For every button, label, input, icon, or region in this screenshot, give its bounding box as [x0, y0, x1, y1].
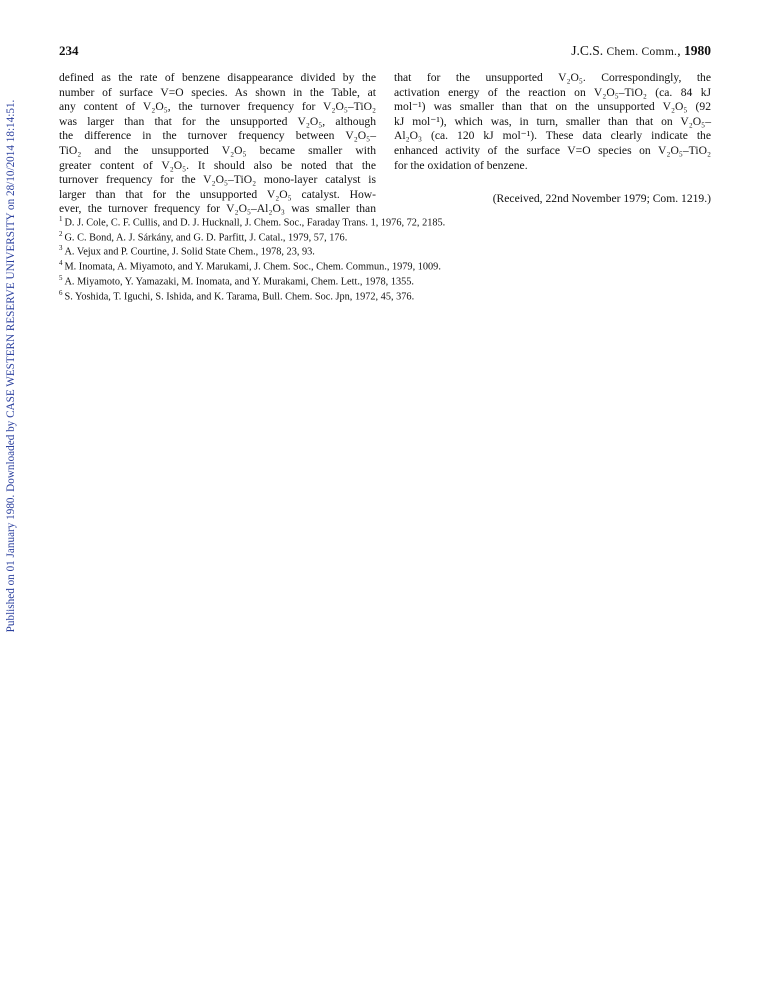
reference-number: 2	[59, 229, 63, 238]
body-line: number of surface V=O species. As shown in the Table, at	[59, 85, 376, 99]
body-line: was larger than that for the unsupported V₂O₅, although	[59, 114, 376, 128]
journal-prefix: J.C.S.	[571, 43, 607, 58]
journal-name: Chem. Comm.	[606, 46, 678, 58]
reference-text: G. C. Bond, A. J. Sárkány, and G. D. Parfitt, J. Catal., 1979, 57, 176.	[64, 232, 348, 244]
body-line: TiO₂ and the unsupported V₂O₅ became smaller with	[59, 143, 376, 157]
journal-year: 1980	[684, 43, 711, 58]
body-line: that for the unsupported V₂O₅. Correspondingly, the	[394, 71, 711, 84]
body-line: ever, the turnover frequency for V₂O₅–Al₂O₃ was smaller than	[59, 202, 376, 216]
reference-number: 4	[59, 259, 63, 268]
reference-text: A. Vejux and P. Courtine, J. Solid State Chem., 1978, 23, 93.	[64, 246, 315, 258]
body-line: activation energy of the reaction on V₂O₅–TiO₂ (ca. 84 kJ	[394, 85, 711, 99]
body-line: larger than that for the unsupported V₂O₅ catalyst. How-	[59, 187, 376, 201]
reference-number: 5	[59, 273, 63, 282]
body-line: enhanced activity of the surface V=O species on V₂O₅–TiO₂	[394, 143, 711, 157]
reference-item	[59, 214, 445, 229]
left-column	[59, 71, 376, 217]
reference-number: 6	[59, 288, 63, 297]
body-line: greater content of V₂O₅. It should also be noted that the	[59, 158, 376, 172]
reference-number: 3	[59, 244, 63, 253]
body-line: mol⁻¹) was smaller than that on the unsupported V₂O₅ (92	[394, 100, 711, 114]
reference-item	[59, 273, 445, 288]
reference-text: D. J. Cole, C. F. Cullis, and D. J. Hucknall, J. Chem. Soc., Faraday Trans. 1, 1976, 72, 2185.	[64, 217, 446, 229]
download-watermark	[0, 0, 22, 1008]
body-line: turnover frequency for the V₂O₅–TiO₂ mono-layer catalyst is	[59, 173, 376, 187]
page-number: 234	[59, 43, 79, 58]
reference-text: S. Yoshida, T. Iguchi, S. Ishida, and K. Tarama, Bull. Chem. Soc. Jpn, 1972, 45, 376.	[64, 291, 415, 303]
body-line: Al₂O₃ (ca. 120 kJ mol⁻¹). These data clearly indicate the	[394, 129, 711, 143]
reference-item	[59, 229, 445, 244]
reference-list	[59, 214, 445, 302]
reference-number: 1	[59, 215, 63, 223]
received-date: (Received, 22nd November 1979; Com. 1219.)	[492, 192, 711, 205]
reference-text: M. Inomata, A. Miyamoto, and Y. Marukami, J. Chem. Soc., Chem. Commun., 1979, 1009.	[64, 261, 441, 273]
body-line: any content of V₂O₅, the turnover frequency for V₂O₅–TiO₂	[59, 100, 376, 114]
reference-item	[59, 243, 445, 258]
download-watermark-text: Published on 01 January 1980. Downloaded by CASE WESTERN RESERVE UNIVERSITY on 28/10/2014 18:14:51.	[5, 99, 17, 633]
reference-item	[59, 288, 445, 303]
body-line: kJ mol⁻¹), which was, in turn, smaller than that on V₂O₅–	[394, 114, 711, 128]
journal-header: J.C.S. Chem. Comm., 1980	[571, 43, 711, 58]
body-line: the difference in the turnover frequency between V₂O₅–	[59, 129, 376, 143]
right-column	[394, 71, 711, 173]
body-line: for the oxidation of benzene.	[394, 158, 528, 172]
reference-text: A. Miyamoto, Y. Yamazaki, M. Inomata, and Y. Murakami, Chem. Lett., 1978, 1355.	[64, 276, 414, 288]
body-line: defined as the rate of benzene disappearance divided by the	[59, 71, 376, 84]
reference-item	[59, 258, 445, 273]
